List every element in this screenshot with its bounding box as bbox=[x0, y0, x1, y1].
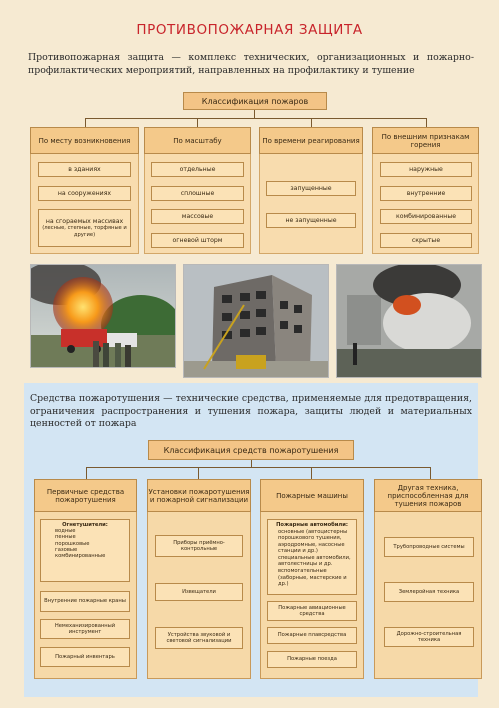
equipment-item bbox=[384, 537, 474, 557]
equipment-item-text: Немеханизированный инструмент bbox=[54, 622, 116, 635]
fire-truck-type: специальные автомобили, автолестницы и др. bbox=[278, 555, 351, 568]
fire-item bbox=[380, 209, 472, 224]
fire-trucks-box bbox=[267, 519, 357, 595]
equipment-classification-header-text: Классификация средств пожаротушения bbox=[163, 445, 339, 455]
equipment-item bbox=[384, 627, 474, 647]
equipment-item bbox=[40, 591, 130, 612]
intro-paragraph: Противопожарная защита — комплекс технических, организационных и пожарно-профилактических мероприятий, направленных на профилактику и тушение bbox=[28, 52, 474, 76]
equipment-col-title bbox=[260, 479, 364, 512]
fire-item-text: отдельные bbox=[179, 165, 216, 173]
extinguishers-box bbox=[40, 519, 130, 582]
equipment-col-title-text: Другая техника, приспособленная для тушения пожаров bbox=[387, 483, 469, 508]
fire-item-subtext: (лесные, степные, торфяные и другие) bbox=[42, 225, 127, 238]
fire-item-text: наружные bbox=[409, 165, 443, 173]
fire-col-title-text: По масштабу bbox=[173, 136, 222, 145]
equipment-item-text: Пожарные авиационные средства bbox=[278, 604, 346, 617]
fire-item bbox=[151, 209, 244, 224]
connector bbox=[86, 467, 87, 479]
fire-photo-3-image bbox=[337, 265, 482, 378]
fire-item-text: на сгораемых массивах bbox=[45, 218, 124, 226]
fire-item bbox=[380, 186, 472, 201]
equipment-item-text: Землеройная техника bbox=[398, 588, 460, 595]
fire-col-title-text: По месту возникновения bbox=[38, 136, 131, 145]
equipment-item bbox=[267, 601, 357, 621]
fire-photo-2-image bbox=[184, 265, 329, 378]
equipment-item-text: Извещатели bbox=[182, 588, 216, 595]
fire-col-title bbox=[30, 127, 139, 154]
fire-truck-type: основные (автоцистерны порошкового тушения, аэродромные, насосные станции и др.) bbox=[278, 529, 348, 554]
fire-col-title bbox=[259, 127, 363, 154]
equipment-item-text: Дорожно-строительная техника bbox=[396, 630, 462, 643]
equipment-col-title-text: Пожарные машины bbox=[276, 491, 348, 500]
equipment-item-text: Пожарные плавсредства bbox=[277, 632, 347, 639]
equipment-item bbox=[267, 627, 357, 644]
equipment-item-text: Внутренние пожарные краны bbox=[44, 598, 126, 605]
connector bbox=[311, 118, 312, 127]
connector bbox=[251, 460, 252, 467]
connector bbox=[430, 467, 431, 479]
equipment-item bbox=[40, 619, 130, 639]
fire-item-text: комбинированные bbox=[395, 212, 457, 220]
equipment-col-title bbox=[34, 479, 137, 512]
fire-item-text: сплошные bbox=[180, 189, 215, 197]
connector bbox=[197, 118, 198, 127]
equipment-col-title bbox=[374, 479, 482, 512]
fire-item-text: огневой шторм bbox=[172, 236, 223, 244]
fire-item bbox=[38, 186, 131, 201]
fire-item bbox=[266, 213, 356, 228]
fire-item-text: внутренние bbox=[406, 189, 446, 197]
fire-item-text: в зданиях bbox=[68, 165, 101, 173]
fire-item-text: массовые bbox=[181, 212, 214, 220]
fire-photo-2 bbox=[183, 264, 329, 378]
equipment-item bbox=[155, 583, 243, 601]
fire-item-text: скрытые bbox=[411, 236, 441, 244]
equipment-item bbox=[155, 627, 243, 649]
fire-item bbox=[266, 181, 356, 196]
equipment-item-text: Трубопроводные системы bbox=[393, 543, 465, 550]
connector bbox=[85, 118, 86, 127]
fire-photo-3 bbox=[336, 264, 482, 378]
fire-item bbox=[380, 162, 472, 177]
connector bbox=[254, 110, 255, 118]
connector bbox=[85, 118, 426, 119]
equipment-item-text: Пожарные поезда bbox=[287, 656, 337, 663]
fire-classification-header bbox=[183, 92, 327, 110]
fire-truck-type: вспомогательные (заборные, мастерские и др.) bbox=[278, 568, 347, 587]
extinguisher-type: пенные bbox=[55, 534, 76, 541]
equipment-item bbox=[155, 535, 243, 557]
extinguisher-type: порошковые bbox=[55, 540, 90, 547]
fire-item bbox=[151, 186, 244, 201]
fire-item bbox=[151, 233, 244, 248]
fire-col-title bbox=[372, 127, 479, 154]
connector bbox=[198, 467, 199, 479]
connector bbox=[426, 118, 427, 127]
fire-item bbox=[38, 209, 131, 247]
fire-classification-header-text: Классификация пожаров bbox=[201, 96, 309, 106]
page-title: ПРОТИВОПОЖАРНАЯ ЗАЩИТА bbox=[136, 22, 363, 38]
fire-item bbox=[151, 162, 244, 177]
equipment-item-text: Приборы приёмно-контрольные bbox=[173, 539, 225, 552]
fire-item-text: не запущенные bbox=[285, 216, 337, 224]
equipment-item bbox=[40, 647, 130, 667]
equipment-col-title bbox=[147, 479, 251, 512]
fire-item-text: запущенные bbox=[290, 184, 332, 192]
connector bbox=[86, 467, 430, 468]
equipment-item-text: Пожарный инвентарь bbox=[55, 653, 115, 660]
equipment-col-title-text: Установки пожаротушения и пожарной сигнализации bbox=[148, 487, 250, 504]
equipment-item bbox=[267, 651, 357, 668]
fire-item bbox=[38, 162, 131, 177]
equipment-item bbox=[384, 582, 474, 602]
fire-photo-1-image bbox=[31, 265, 176, 368]
fire-col-title-text: По внешним признакам горения bbox=[381, 132, 470, 149]
equipment-item-text: Устройства звуковой и световой сигнализации bbox=[166, 631, 232, 644]
fire-item bbox=[380, 233, 472, 248]
equipment-classification-header bbox=[148, 440, 354, 460]
fire-photo-1 bbox=[30, 264, 176, 368]
extinguisher-type: водные bbox=[55, 528, 76, 535]
extinguisher-type: газовые bbox=[55, 546, 78, 553]
equipment-paragraph: Средства пожаротушения — технические средства, применяемые для предотвращения, ограничения распространения и тушения пожара, защиты людей и материальных ценностей от пожара bbox=[30, 393, 472, 429]
extinguishers-title: Огнетушители: bbox=[62, 522, 108, 528]
connector bbox=[311, 467, 312, 479]
fire-item-text: на сооружениях bbox=[57, 189, 112, 197]
equipment-col-title-text: Первичные средства пожаротушения bbox=[46, 487, 125, 504]
fire-trucks-title: Пожарные автомобили: bbox=[276, 522, 348, 528]
fire-col-title bbox=[144, 127, 251, 154]
fire-col-title-text: По времени реагирования bbox=[262, 136, 360, 145]
extinguisher-type: комбинированные bbox=[55, 553, 106, 560]
